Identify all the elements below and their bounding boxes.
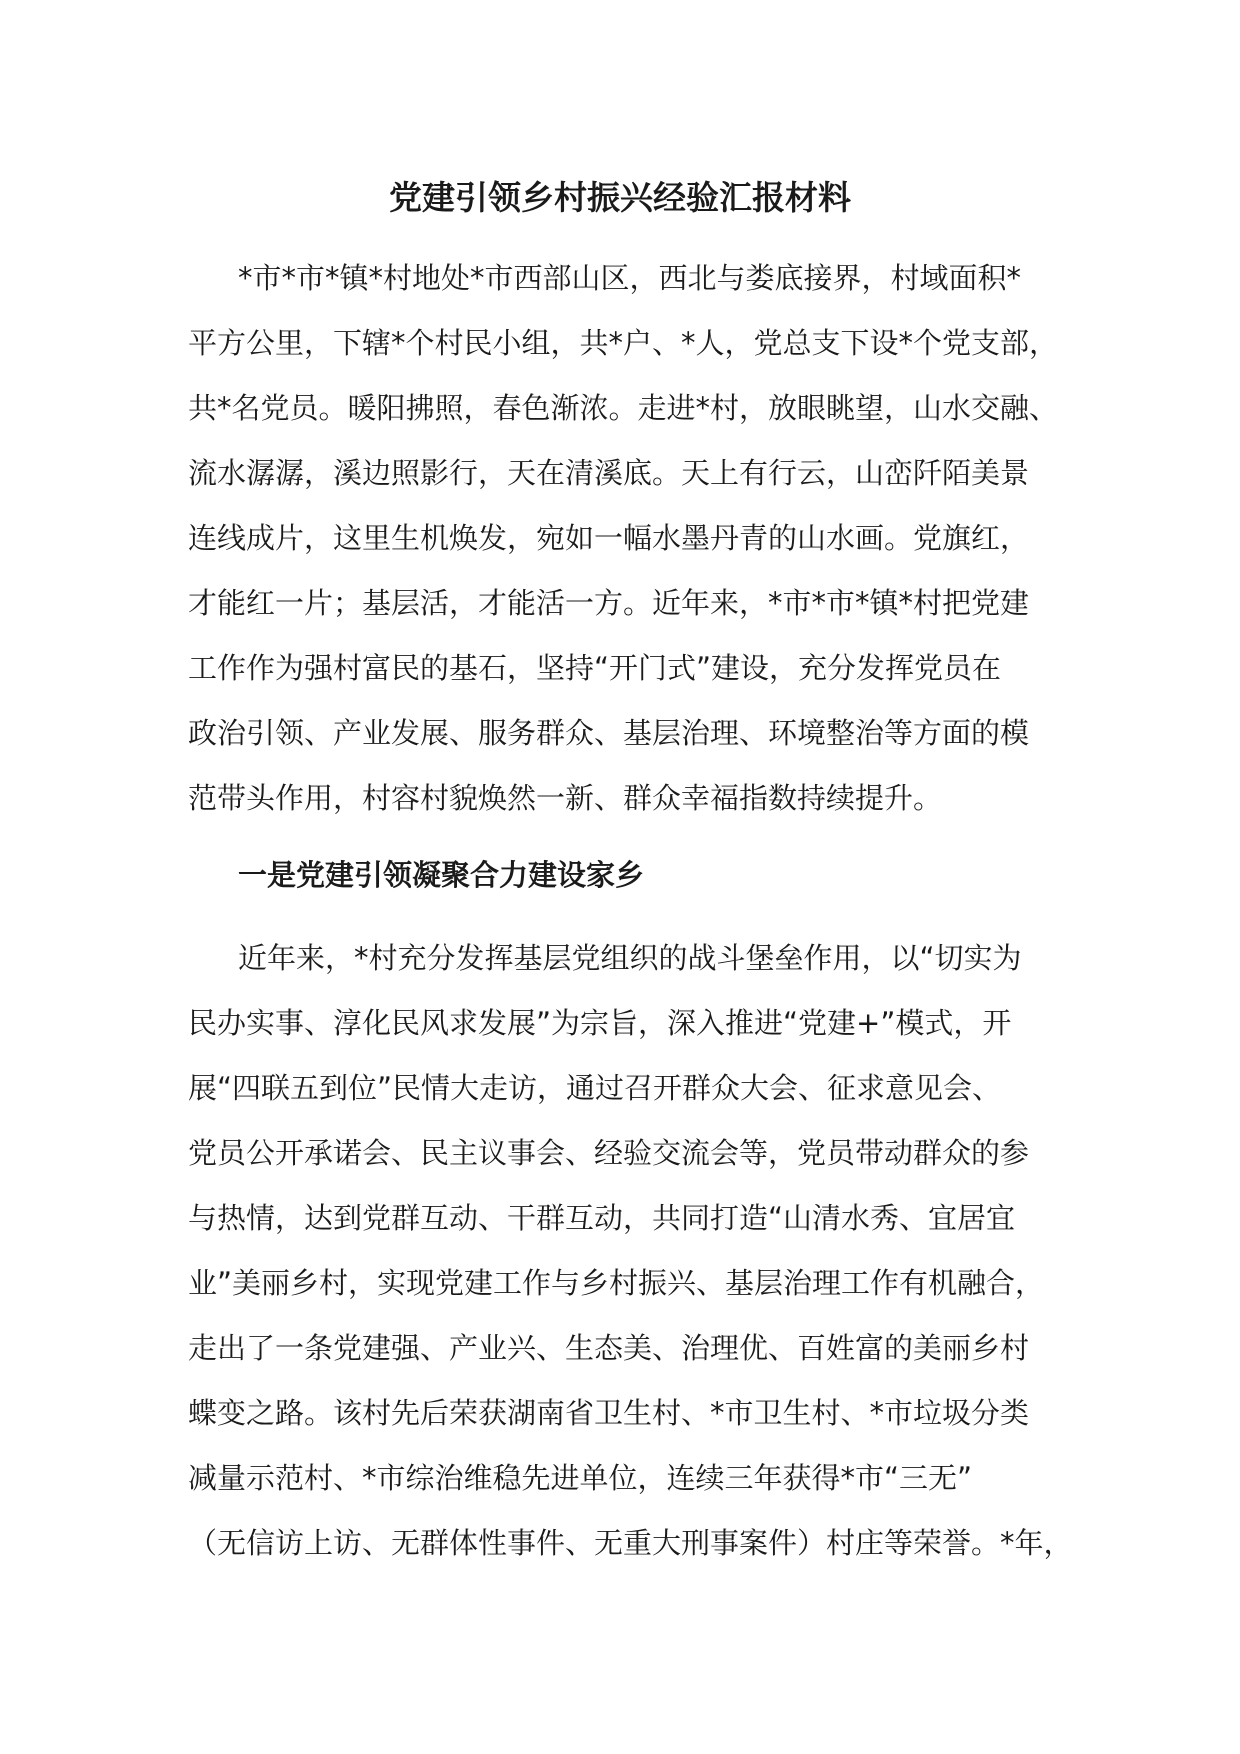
text-line: 党员公开承诺会、民主议事会、经验交流会等，党员带动群众的参	[188, 1136, 1030, 1170]
text-line: 走出了一条党建强、产业兴、生态美、治理优、百姓富的美丽乡村	[188, 1331, 1030, 1365]
text-line: 与热情，达到党群互动、干群互动，共同打造“山清水秀、宜居宜	[188, 1201, 1016, 1235]
text-line: 政治引领、产业发展、服务群众、基层治理、环境整治等方面的模	[188, 716, 1030, 750]
section-heading: 一是党建引领凝聚合力建设家乡	[238, 858, 645, 892]
text-line: （无信访上访、无群体性事件、无重大刑事案件）村庄等荣誉。*年，	[188, 1526, 1073, 1560]
text-line: 蝶变之路。该村先后荣获湖南省卫生村、*市卫生村、*市垃圾分类	[188, 1396, 1030, 1430]
text-line: 减量示范村、*市综治维稳先进单位，连续三年获得*市“三无”	[188, 1461, 973, 1495]
text-line: 近年来，*村充分发挥基层党组织的战斗堡垒作用，以“切实为	[238, 941, 1022, 975]
text-line: 才能红一片；基层活，才能活一方。近年来，*市*市*镇*村把党建	[188, 586, 1030, 620]
text-line: 民办实事、淳化民风求发展”为宗旨，深入推进“党建+”模式，开	[188, 1006, 1012, 1040]
text-line: 连线成片，这里生机焕发，宛如一幅水墨丹青的山水画。党旗红，	[188, 521, 1030, 555]
section-paragraph	[188, 926, 1088, 1576]
text-line: 平方公里，下辖*个村民小组，共*户、*人，党总支下设*个党支部，	[188, 326, 1059, 360]
document-title: 党建引领乡村振兴经验汇报材料	[389, 178, 851, 217]
intro-paragraph	[188, 246, 1088, 831]
text-line: 范带头作用，村容村貌焕然一新、群众幸福指数持续提升。	[188, 781, 943, 815]
text-line: 流水潺潺，溪边照影行，天在清溪底。天上有行云，山峦阡陌美景	[188, 456, 1030, 490]
text-line: *市*市*镇*村地处*市西部山区，西北与娄底接界，村域面积*	[238, 261, 1022, 295]
text-line: 工作作为强村富民的基石，坚持“开门式”建设，充分发挥党员在	[188, 651, 1002, 685]
text-line: 共*名党员。暖阳拂照，春色渐浓。走进*村，放眼眺望，山水交融、	[188, 391, 1059, 425]
text-line: 业”美丽乡村，实现党建工作与乡村振兴、基层治理工作有机融合，	[188, 1266, 1045, 1300]
text-line: 展“四联五到位”民情大走访，通过召开群众大会、征求意见会、	[188, 1071, 1002, 1105]
